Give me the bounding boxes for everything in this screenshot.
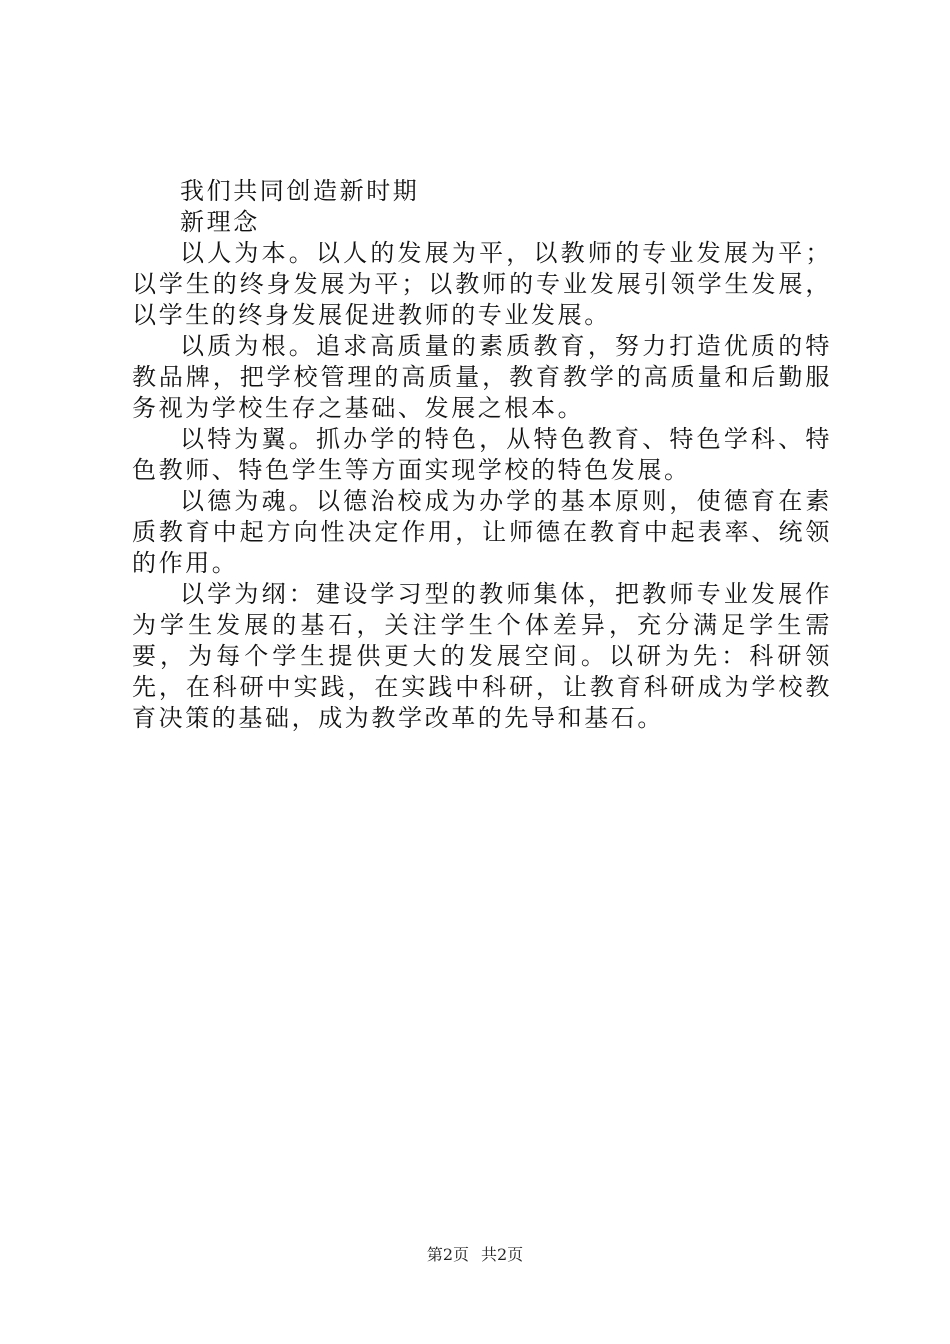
document-body <box>132 176 832 734</box>
paragraph-quality-root: 以质为根。追求高质量的素质教育，努力打造优质的特教品牌，把学校管理的高质量，教育教学的高质量和后勤服务视为学校生存之基础、发展之根本。 <box>132 332 832 422</box>
paragraph-specialty-wing: 以特为翼。抓办学的特色，从特色教育、特色学科、特色教师、特色学生等方面实现学校的特色发展。 <box>132 425 832 484</box>
paragraph-morality-soul: 以德为魂。以德治校成为办学的基本原则，使德育在素质教育中起方向性决定作用，让师德在教育中起表率、统领的作用。 <box>132 487 832 577</box>
paragraph-learning-outline: 以学为纲：建设学习型的教师集体，把教师专业发展作为学生发展的基石，关注学生个体差异，充分满足学生需要，为每个学生提供更大的发展空间。以研为先：科研领先，在科研中实践，在实践中科研，让教育科研成为学校教育决策的基础，成为教学改革的先导和基石。 <box>132 580 832 732</box>
paragraph-people-oriented: 以人为本。以人的发展为平，以教师的专业发展为平；以学生的终身发展为平；以教师的专业发展引领学生发展，以学生的终身发展促进教师的专业发展。 <box>132 239 832 329</box>
heading-line-1: 我们共同创造新时期 <box>180 177 420 205</box>
heading-line-2: 新理念 <box>180 208 260 236</box>
page-total: 共2页 <box>481 1245 524 1264</box>
page-footer <box>0 1244 950 1266</box>
page-number: 第2页 <box>426 1245 469 1264</box>
